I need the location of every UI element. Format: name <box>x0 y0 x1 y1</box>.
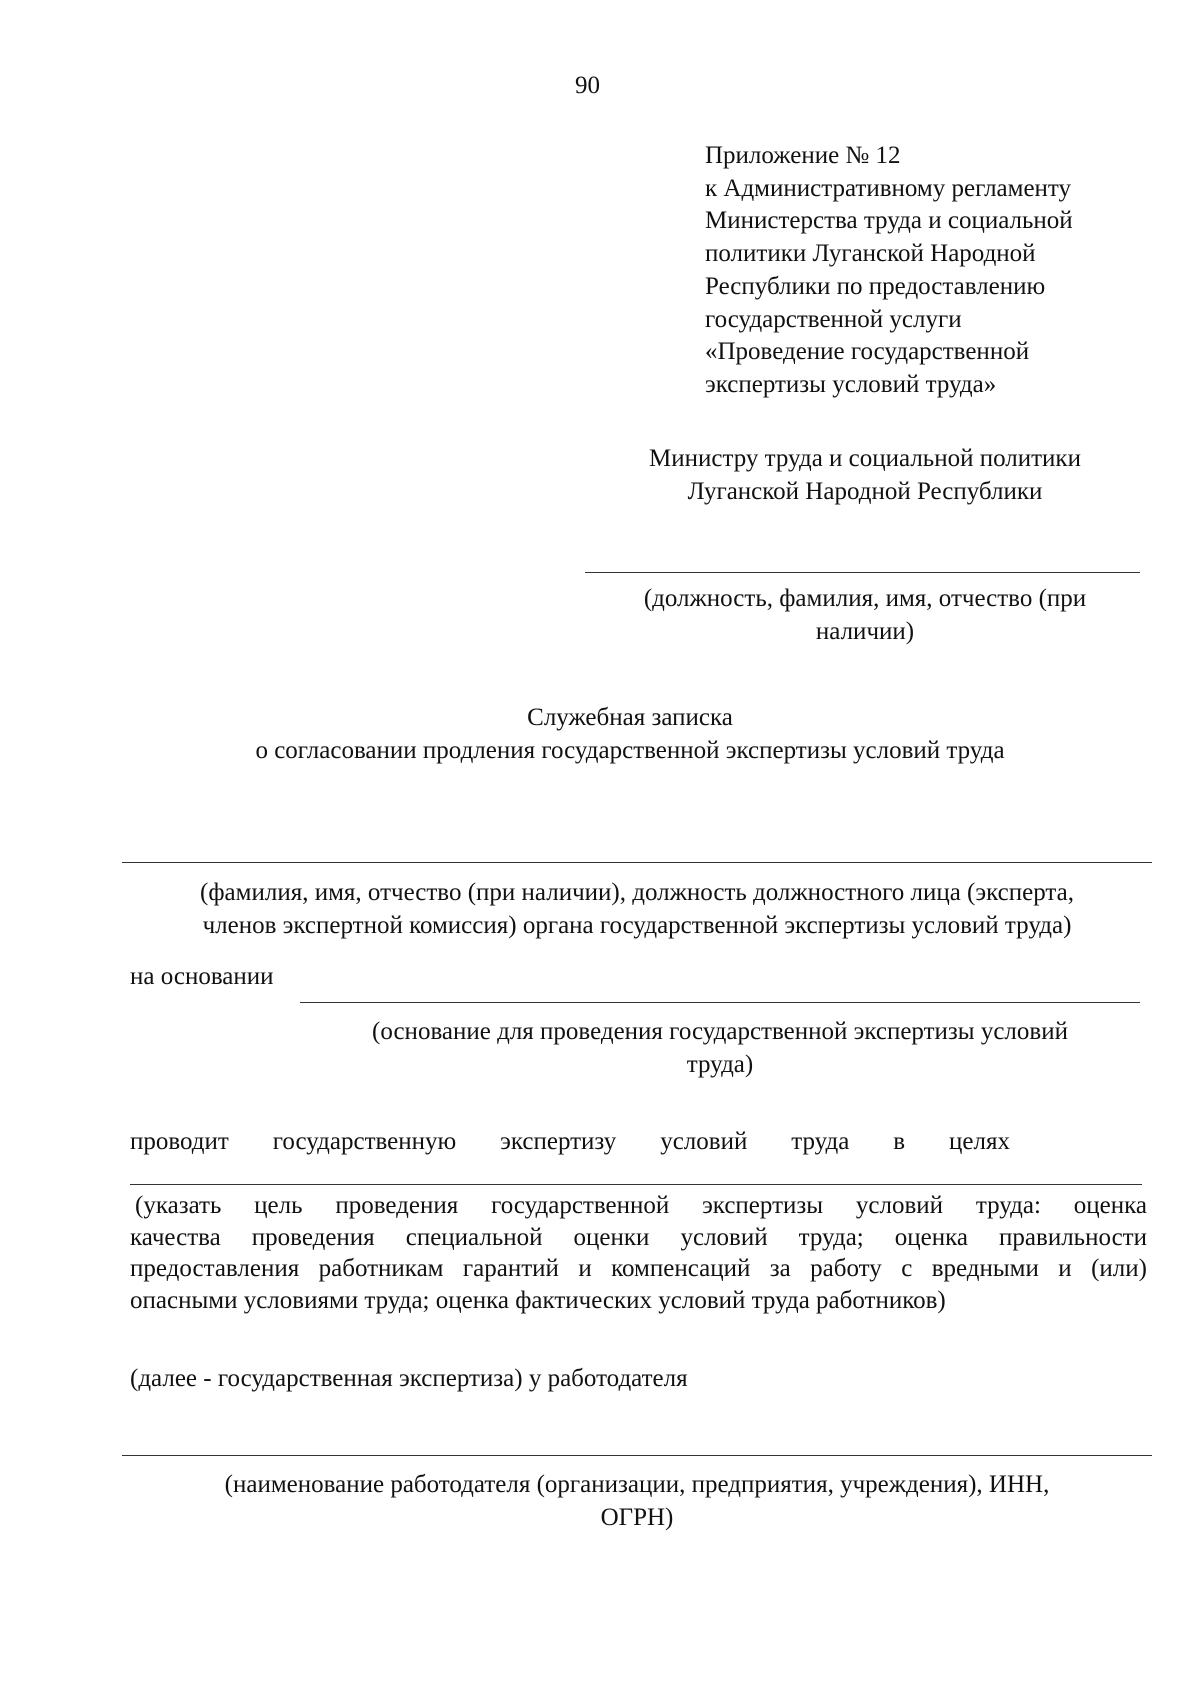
purpose-word: государственную <box>272 1128 457 1155</box>
appendix-line: Министерства труда и социальной <box>705 207 1073 235</box>
addressee-fill-line[interactable] <box>585 572 1140 573</box>
purpose-word: проводит <box>130 1128 229 1155</box>
appendix-line: к Административному регламенту <box>705 174 1072 202</box>
document-title <box>0 701 1200 767</box>
caption-line: наличии) <box>815 618 915 645</box>
caption-line: (указать цель проведения государственной экспертизы условий труда: оценка <box>135 1192 1147 1219</box>
caption-line: труда) <box>686 1051 754 1078</box>
employer-label: (далее - государственная экспертиза) у работодателя <box>130 1365 688 1392</box>
caption-line: предоставления работникам гарантий и компенсаций за работу с вредными и (или) <box>130 1255 1147 1282</box>
purpose-statement <box>130 1125 1010 1158</box>
caption-line: опасными условиями труда; оценка фактических условий труда работников) <box>130 1286 946 1314</box>
purpose-fill-line[interactable] <box>130 1184 1142 1185</box>
caption-line: (наименование работодателя (организации, предприятия, учреждения), ИНН, <box>224 1471 1050 1498</box>
basis-fill-line[interactable] <box>300 1002 1140 1003</box>
purpose-word: в <box>893 1128 906 1155</box>
addressee-line: Министру труда и социальной политики <box>649 445 1081 472</box>
purpose-word: экспертизу <box>500 1128 617 1155</box>
purpose-word: труда <box>791 1128 850 1155</box>
basis-label: на основании <box>130 963 274 990</box>
caption-line: членов экспертной комиссия) органа государственной экспертизы условий труда) <box>202 912 1072 939</box>
appendix-line: экспертизы условий труда» <box>705 370 997 398</box>
basis-caption <box>300 1015 1140 1081</box>
purpose-caption <box>130 1190 1147 1316</box>
title-line: Служебная записка <box>527 704 733 731</box>
caption-line: (должность, фамилия, имя, отчество (при <box>643 585 1087 612</box>
employer-fill-line[interactable] <box>122 1455 1152 1456</box>
purpose-word: условий <box>660 1128 748 1155</box>
caption-line: (фамилия, имя, отчество (при наличии), должность должностного лица (эксперта, <box>200 879 1074 906</box>
addressee-line: Луганской Народной Республики <box>687 478 1043 505</box>
appendix-line: политики Луганской Народной <box>705 240 1036 268</box>
appendix-line: «Проведение государственной <box>705 338 1030 366</box>
appendix-line: государственной услуги <box>705 305 962 333</box>
caption-line: качества проведения специальной оценки условий труда; оценка правильности <box>130 1223 1147 1251</box>
page-number: 90 <box>575 72 600 99</box>
caption-line: (основание для проведения государственной экспертизы условий <box>372 1018 1068 1045</box>
appendix-header <box>705 140 1073 402</box>
official-fill-line[interactable] <box>122 862 1152 863</box>
official-caption <box>122 876 1152 942</box>
appendix-line: Республики по предоставлению <box>705 272 1046 300</box>
addressee-block <box>605 442 1125 508</box>
employer-caption <box>122 1468 1152 1534</box>
caption-line: ОГРН) <box>600 1504 674 1531</box>
purpose-word: целях <box>949 1128 1010 1155</box>
title-line: о согласовании продления государственной экспертизы условий труда <box>255 737 1005 764</box>
appendix-line: Приложение № 12 <box>705 142 901 169</box>
addressee-caption <box>590 582 1140 648</box>
